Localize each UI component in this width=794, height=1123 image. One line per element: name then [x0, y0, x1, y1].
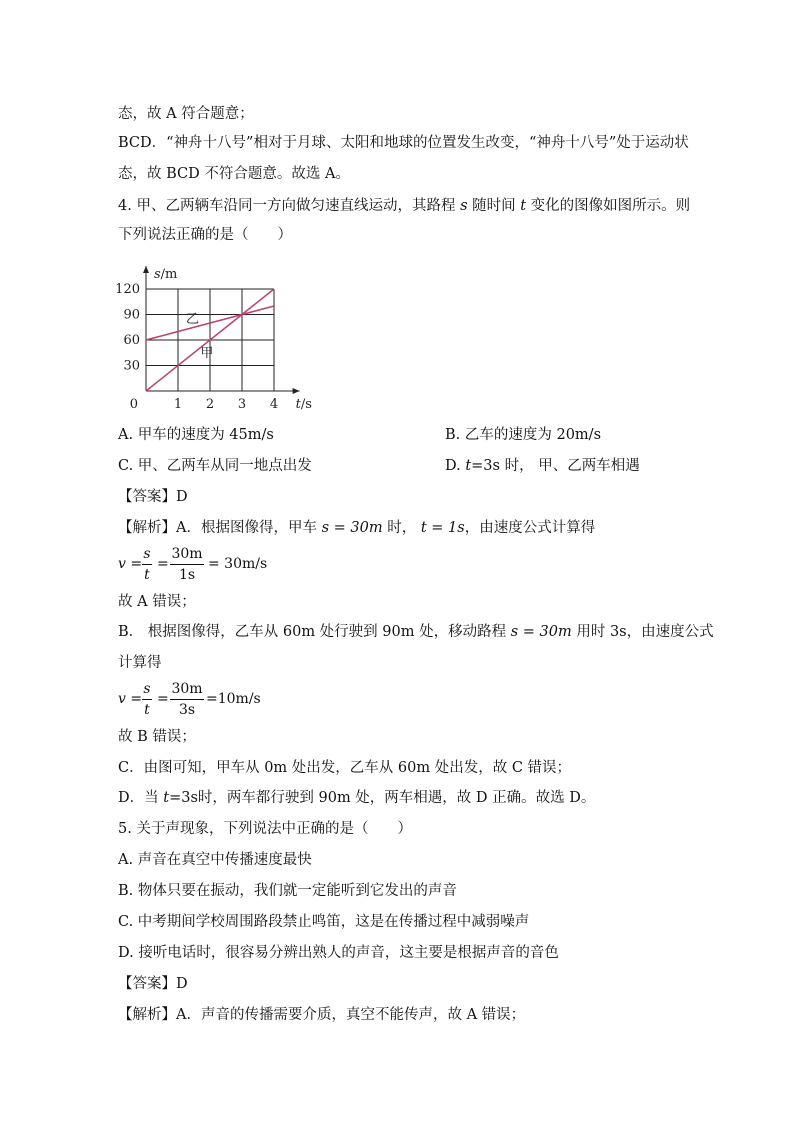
q5-option-a — [118, 850, 312, 870]
text-span: 随时间 — [467, 198, 521, 214]
equals-sign: = — [157, 691, 169, 707]
analysis-d — [118, 788, 595, 808]
q5-option-c — [118, 912, 529, 932]
y-axis-label: s/m — [154, 267, 178, 283]
equation: s = 30m — [321, 520, 383, 536]
fraction-s-over-t — [142, 680, 152, 719]
denominator: 3s — [178, 702, 196, 718]
text-span: 态，故 BCD 不符合题意。故选 A。 — [118, 166, 350, 182]
y-tick-label: 120 — [115, 282, 140, 297]
question-4-stem — [118, 196, 690, 216]
text-span: 计算得 — [118, 655, 162, 671]
analysis-a — [118, 518, 595, 538]
q5-option-d — [118, 943, 559, 963]
text-span: 4. 甲、乙两辆车沿同一方向做匀速直线运动，其路程 — [118, 198, 461, 214]
option-a — [118, 425, 274, 445]
text-span: C．由图可知，甲车从 0m 处出发，乙车从 60m 处出发，故 C 错误； — [118, 760, 572, 776]
text-span: B. 乙车的速度为 20m/s — [445, 427, 602, 443]
analysis-a-conclusion — [118, 592, 196, 612]
q5-option-b — [118, 881, 457, 901]
s-t-chart — [112, 252, 322, 412]
fraction-s-over-t — [142, 545, 152, 584]
text-span: =3s 时， 甲、乙两车相遇 — [471, 458, 640, 474]
text-span: C. 甲、乙两车从同一地点出发 — [118, 458, 312, 474]
analysis-c — [118, 758, 571, 778]
text-span: BCD．“神舟十八号”相对于月球、太阳和地球的位置发生改变，“神舟十八号”处于运动状 — [118, 135, 689, 151]
text-span: 用时 3s，由速度公式 — [571, 624, 714, 640]
formula-1 — [118, 543, 318, 589]
text-span: D．当 — [118, 790, 164, 806]
analysis-b-2 — [118, 653, 162, 673]
answer-5 — [118, 974, 188, 994]
var-t: t — [465, 458, 472, 474]
analysis-5 — [118, 1005, 525, 1025]
text-span: B． 根据图像得，乙车从 60m 处行驶到 90m 处，移动路程 — [118, 624, 511, 640]
denominator: 1s — [178, 567, 196, 583]
text-span: B. 物体只要在振动，我们就一定能听到它发出的声音 — [118, 883, 457, 899]
text-span: 故 A 错误； — [118, 594, 196, 610]
text-span: 变化的图像如图所示。则 — [526, 198, 691, 214]
text-line — [118, 164, 350, 184]
formula-result: = 30m/s — [208, 556, 268, 572]
text-span: 5. 关于声现象，下列说法中正确的是（ ） — [118, 821, 412, 837]
answer-4 — [118, 487, 188, 507]
y-axis-arrow — [143, 266, 149, 273]
denominator: t — [144, 567, 150, 583]
var-t: t — [520, 198, 527, 214]
y-tick-label: 90 — [123, 307, 140, 323]
text-line — [118, 104, 254, 124]
option-b — [445, 425, 601, 445]
x-axis-label: t/s — [295, 397, 312, 412]
x-tick-label: 2 — [205, 397, 215, 412]
formula-2 — [118, 678, 318, 724]
equals-sign: = — [157, 556, 169, 572]
formula-v: v = — [118, 691, 143, 707]
numerator: 30m — [171, 546, 203, 562]
text-span: =3s时，两车都行驶到 90m 处，两车相遇，故 D 正确。故选 D。 — [169, 790, 596, 806]
formula-v: v = — [118, 556, 143, 572]
fraction-value — [170, 680, 204, 719]
x-axis-arrow — [293, 388, 300, 394]
origin-label: 0 — [129, 397, 138, 412]
formula-result: =10m/s — [206, 691, 261, 707]
text-span: 时， — [382, 520, 421, 536]
text-span: 【解析】A．根据图像得，甲车 — [118, 520, 322, 536]
analysis-b-conclusion — [118, 727, 196, 747]
fraction-value — [170, 545, 204, 584]
x-tick-label: 1 — [173, 397, 183, 412]
y-tick-label: 30 — [123, 358, 140, 374]
text-span: 【答案】D — [118, 976, 188, 992]
y-tick-label: 60 — [123, 333, 140, 348]
text-span: 【答案】D — [118, 489, 188, 505]
numerator: s — [143, 546, 151, 562]
text-span: A. 声音在真空中传播速度最快 — [118, 852, 312, 868]
equation: t = 1s — [420, 520, 465, 536]
analysis-b — [118, 622, 714, 642]
x-tick-label: 4 — [269, 397, 279, 412]
option-c — [118, 456, 312, 476]
text-span: C. 中考期间学校周围路段禁止鸣笛，这是在传播过程中减弱噪声 — [118, 914, 530, 930]
question-5-stem — [118, 819, 412, 839]
text-span: ，由速度公式计算得 — [464, 520, 596, 536]
var-s: s — [460, 198, 468, 214]
text-line — [118, 133, 689, 153]
text-span: 【解析】A．声音的传播需要介质，真空不能传声，故 A 错误； — [118, 1007, 526, 1023]
equation: s = 30m — [510, 624, 572, 640]
option-d — [445, 456, 640, 476]
text-span: 故 B 错误； — [118, 729, 196, 745]
question-4-stem-2 — [118, 225, 292, 245]
text-span: 下列说法正确的是（ ） — [118, 227, 292, 243]
denominator: t — [144, 702, 150, 718]
text-span: D. — [445, 458, 466, 474]
numerator: 30m — [171, 681, 203, 697]
numerator: s — [143, 681, 151, 697]
text-span: A. 甲车的速度为 45m/s — [118, 427, 274, 443]
series-label: 乙 — [186, 312, 200, 327]
var-t: t — [163, 790, 170, 806]
x-tick-label: 3 — [237, 397, 247, 412]
series-label: 甲 — [200, 346, 214, 361]
text-span: D. 接听电话时，很容易分辨出熟人的声音，这主要是根据声音的音色 — [118, 945, 559, 961]
text-span: 态，故 A 符合题意； — [118, 106, 254, 122]
